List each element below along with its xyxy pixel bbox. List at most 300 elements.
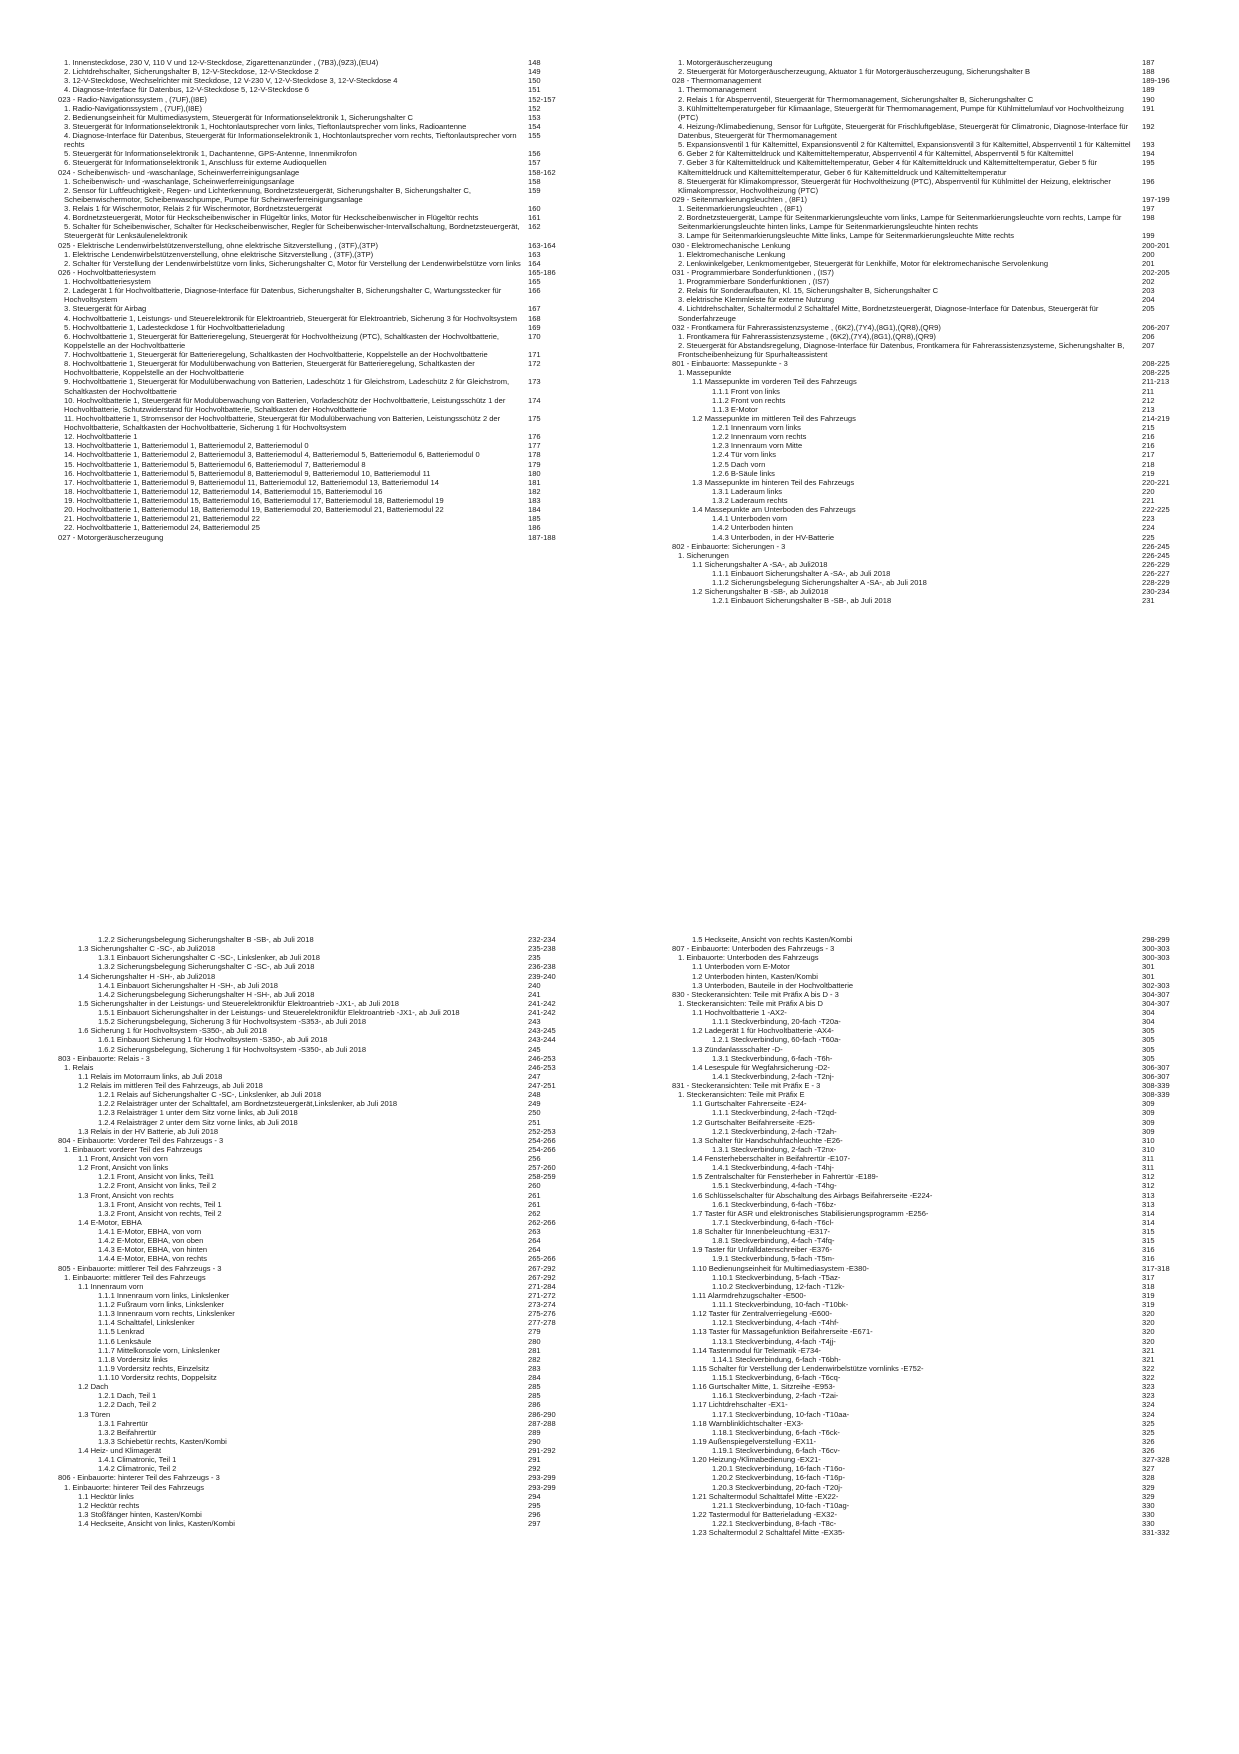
toc-entry-page: 150 (528, 76, 541, 86)
toc-entry-page: 208-225 (1142, 368, 1170, 378)
toc-entry (58, 1017, 593, 1026)
toc-entry-title: 1.1 Innenraum vorn (78, 1281, 144, 1291)
toc-entry (58, 1318, 593, 1327)
toc-entry (672, 1236, 1207, 1245)
toc-entry (672, 1108, 1207, 1117)
toc-entry (58, 1218, 593, 1227)
toc-entry-page: 305 (1142, 1026, 1155, 1036)
toc-list (672, 58, 1207, 606)
toc-entry-page: 267-292 (528, 1272, 556, 1282)
toc-entry-title: 803 - Einbauorte: Relais - 3 (58, 1053, 150, 1063)
toc-entry-title: 1.18 Warnblinklichtschalter -EX3- (692, 1418, 804, 1428)
toc-entry-title: 1.5 Zentralschalter für Fensterheber in Fahrertür -E189- (692, 1172, 879, 1182)
toc-entry-title: 1.9 Taster für Unfalldatenschreiber -E376- (692, 1245, 832, 1255)
toc-entry-title: 1.7.1 Steckverbindung, 6-fach -T6cl- (712, 1217, 834, 1227)
toc-entry-title: 807 - Einbauorte: Unterboden des Fahrzeugs - 3 (672, 944, 835, 954)
toc-entry-page: 201 (1142, 258, 1155, 268)
toc-entry (672, 432, 1207, 441)
toc-entry-page: 226-245 (1142, 541, 1170, 551)
toc-entry-title: 15. Hochvoltbatterie 1, Batteriemodul 5, Batteriemodul 6, Batteriemodul 7, Batteriemodul 8 (64, 459, 366, 469)
toc-entry-page: 193 (1142, 140, 1155, 150)
toc-entry (672, 962, 1207, 971)
toc-entry-page: 324 (1142, 1400, 1155, 1410)
toc-entry-title: 1.3 Schalter für Handschuhfachleuchte -E26- (692, 1135, 843, 1145)
toc-entry-page: 289 (528, 1427, 541, 1437)
toc-entry-page: 300-303 (1142, 944, 1170, 954)
toc-entry-title: 1.3.2 Sicherungsbelegung Sicherungshalter C -SC-, ab Juli 2018 (98, 962, 315, 972)
toc-entry (58, 1054, 593, 1063)
toc-entry (58, 1327, 593, 1336)
toc-entry (672, 478, 1207, 487)
toc-entry-title: 1.23 Schaltermodul 2 Schalttafel Mitte -EX35- (692, 1528, 845, 1538)
toc-entry (672, 1035, 1207, 1044)
toc-entry (58, 478, 593, 487)
toc-entry-page: 226-227 (1142, 569, 1170, 578)
toc-entry (672, 514, 1207, 523)
toc-entry-title: 801 - Einbauorte: Massepunkte - 3 (672, 359, 788, 369)
toc-entry-page: 155 (528, 131, 541, 140)
toc-entry-page: 323 (1142, 1391, 1155, 1401)
toc-entry-title: 1.21.1 Steckverbindung, 10-fach -T10ag- (712, 1500, 850, 1510)
toc-entry-page: 308-339 (1142, 1090, 1170, 1100)
toc-entry-page: 194 (1142, 149, 1155, 159)
toc-entry (672, 231, 1207, 240)
toc-entry (58, 177, 593, 186)
toc-entry (58, 1300, 593, 1309)
toc-entry-page: 196 (1142, 176, 1155, 186)
toc-entry-title: 1.11 Alarmdrehzugschalter -E500- (692, 1290, 806, 1300)
toc-entry-page: 178 (528, 450, 541, 460)
toc-entry-page: 152-157 (528, 94, 556, 104)
toc-entry (672, 523, 1207, 532)
toc-entry (672, 551, 1207, 560)
toc-entry-page: 162 (528, 222, 541, 232)
toc-entry-page: 257-260 (528, 1163, 556, 1173)
toc-entry-title: 5. Schalter für Scheibenwischer, Schalter für Heckscheibenwischer, Regler für Scheibenwischer-Intervallschaltung, Bordnetzsteuergerät, Steuergerät für Lenksäulenelektronik (64, 222, 520, 241)
toc-entry-title: 1.3 Türen (78, 1409, 111, 1419)
toc-entry-page: 309 (1142, 1099, 1155, 1109)
toc-entry-page: 168 (528, 313, 541, 323)
toc-entry (672, 1045, 1207, 1054)
toc-entry (58, 1035, 593, 1044)
toc-entry-title: 5. Expansionsventil 1 für Kältemittel, Expansionsventil 2 für Kältemittel, Expansionsventil 3 für Kältemittel, Absperrventil 1 für Kältemittel (678, 140, 1131, 150)
toc-entry-title: 1. Steckeransichten: Teile mit Präfix A bis D (678, 998, 823, 1008)
toc-entry (672, 1063, 1207, 1072)
toc-entry-title: 1.3.1 Laderaum links (712, 486, 783, 496)
toc-entry-title: 1.4 Massepunkte am Unterboden des Fahrzeugs (692, 505, 856, 515)
toc-entry-title: 1.4.2 E-Motor, EBHA, von oben (98, 1236, 204, 1246)
toc-entry-title: 4. Heizung-/Klimabedienung, Sensor für Luftgüte, Steuergerät für Frischluftgebläse, Steuergerät für Climatronic, Diagnose-Interface für Datenbus, Steuergerät für Thermomanagement (678, 121, 1129, 140)
toc-entry-title: 1. Relais (64, 1062, 94, 1072)
toc-entry-page: 164 (528, 258, 541, 268)
toc-entry-title: 8. Steuergerät für Klimakompressor, Steuergerät für Hochvoltheizung (PTC), Absperrventil für Kühlmittel der Heizung, elektrischer Klimakompressor, Hochvoltheizung (PTC) (678, 176, 1111, 195)
toc-entry (672, 1154, 1207, 1163)
toc-entry-page: 314 (1142, 1208, 1155, 1218)
toc-entry-title: 1.15 Schalter für Verstellung der Lendenwirbelstütze vornlinks -E752- (692, 1363, 924, 1373)
toc-entry-title: 030 - Elektromechanische Lenkung (672, 240, 791, 250)
toc-block-top-left (58, 58, 593, 828)
toc-entry-page: 252-253 (528, 1126, 556, 1136)
toc-entry (672, 1492, 1207, 1501)
toc-entry-title: 804 - Einbauorte: Vorderer Teil des Fahrzeugs - 3 (58, 1135, 224, 1145)
toc-entry-title: 3. Kühlmitteltemperaturgeber für Klimaanlage, Steuergerät für Thermomanagement, Pumpe für Kühlmittelumlauf vor Hochvoltheizung (PTC) (678, 103, 1124, 122)
toc-entry-title: 1.1.2 Fußraum vorn links, Linkslenker (98, 1300, 224, 1309)
toc-entry-title: 1.1.1 Steckverbindung, 20-fach -T20a- (712, 1017, 841, 1027)
toc-entry (58, 1483, 593, 1492)
toc-entry-title: 2. Ladegerät 1 für Hochvoltbatterie, Diagnose-Interface für Datenbus, Sicherungshalter B, Sicherungshalter C, Wartungsstecker für Hochvoltsystem (64, 286, 502, 305)
toc-entry-title: 20. Hochvoltbatterie 1, Batteriemodul 18, Batteriemodul 19, Batteriemodul 20, Batteriemodul 21, Batteriemodul 22 (64, 505, 444, 515)
toc-entry-page: 318 (1142, 1281, 1155, 1291)
toc-entry-page: 158-162 (528, 167, 556, 177)
toc-entry-title: 1.1.3 E-Motor (712, 404, 758, 414)
toc-entry-page: 319 (1142, 1290, 1155, 1300)
toc-entry-page: 161 (528, 213, 541, 223)
toc-entry-page: 165-186 (528, 267, 556, 277)
toc-entry-title: 21. Hochvoltbatterie 1, Batteriemodul 21, Batteriemodul 22 (64, 514, 260, 524)
toc-entry-title: 806 - Einbauorte: hinterer Teil des Fahrzeugs - 3 (58, 1473, 220, 1483)
toc-entry-title: 1.10.1 Steckverbindung, 5-fach -T5az- (712, 1272, 841, 1282)
toc-entry-title: 024 - Scheibenwisch- und -waschanlage, Scheinwerferreinigungsanlage (58, 167, 300, 177)
toc-entry (58, 314, 593, 323)
toc-entry (58, 450, 593, 459)
toc-entry-title: 1.3.1 Front, Ansicht von rechts, Teil 1 (98, 1199, 222, 1209)
toc-entry-title: 1.1.8 Vordersitz links (98, 1354, 168, 1364)
toc-entry-page: 248 (528, 1090, 541, 1100)
toc-entry-page: 159 (528, 185, 541, 195)
toc-entry (672, 277, 1207, 286)
toc-entry (672, 423, 1207, 432)
toc-entry-title: 1.1.9 Vordersitz rechts, Einzelsitz (98, 1363, 210, 1373)
toc-entry-title: 1.2.1 Relais auf Sicherungshalter C -SC-, Linkslenker, ab Juli 2018 (98, 1090, 322, 1100)
toc-entry-page: 320 (1142, 1318, 1155, 1328)
toc-entry-title: 1.3 Stoßfänger hinten, Kasten/Kombi (78, 1509, 202, 1519)
toc-entry (58, 1072, 593, 1081)
toc-entry (58, 76, 593, 85)
toc-entry-page: 189-196 (1142, 76, 1170, 86)
toc-entry (672, 450, 1207, 459)
toc-entry (58, 469, 593, 478)
toc-entry-title: 1.4 Heckseite, Ansicht von links, Kasten/Kombi (78, 1519, 235, 1528)
toc-entry (58, 1373, 593, 1382)
toc-entry-title: 3. 12-V-Steckdose, Wechselrichter mit Steckdose, 12 V-230 V, 12-V-Steckdose 3, 12-V-Steckdose 4 (64, 76, 398, 86)
toc-entry-page: 264 (528, 1236, 541, 1246)
toc-entry-page: 154 (528, 121, 541, 131)
toc-entry-title: 1.19 Außenspiegelverstellung -EX11- (692, 1436, 817, 1446)
toc-entry-title: 1. Einbauorte: mittlerer Teil des Fahrzeugs (64, 1272, 206, 1282)
toc-entry-page: 214-219 (1142, 413, 1170, 423)
toc-entry (58, 533, 593, 542)
toc-entry-title: 1.3.2 Front, Ansicht von rechts, Teil 2 (98, 1208, 222, 1218)
toc-entry-page: 316 (1142, 1245, 1155, 1255)
toc-entry-title: 1.4 Sicherungshalter H -SH-, ab Juli2018 (78, 971, 216, 981)
toc-entry-page: 287-288 (528, 1418, 556, 1428)
toc-entry (58, 1501, 593, 1510)
toc-entry-page: 273-274 (528, 1300, 556, 1309)
toc-entry-page: 211-213 (1142, 377, 1170, 387)
toc-entry (672, 1364, 1207, 1373)
toc-entry-title: 1.6.1 Steckverbindung, 6-fach -T6bz- (712, 1199, 837, 1209)
toc-entry (672, 368, 1207, 377)
toc-entry (672, 377, 1207, 386)
toc-entry-title: 1.2.2 Dach, Teil 2 (98, 1400, 157, 1410)
toc-entry-title: 1.1 Sicherungshalter A -SA-, ab Juli2018 (692, 559, 828, 569)
toc-entry-page: 320 (1142, 1336, 1155, 1346)
toc-entry (58, 250, 593, 259)
toc-entry-title: 1.2 Massepunkte im mittleren Teil des Fahrzeugs (692, 413, 856, 423)
toc-entry-page: 158 (528, 176, 541, 186)
toc-entry (672, 95, 1207, 104)
toc-entry (58, 1364, 593, 1373)
toc-entry-page: 331-332 (1142, 1528, 1170, 1538)
toc-entry-page: 315 (1142, 1236, 1155, 1246)
toc-entry (58, 323, 593, 332)
toc-entry-title: 1.4.1 E-Motor, EBHA, von vorn (98, 1227, 202, 1236)
toc-entry (58, 1355, 593, 1364)
toc-entry-page: 304-307 (1142, 989, 1170, 999)
toc-entry-title: 3. Steuergerät für Airbag (64, 304, 147, 314)
toc-entry-page: 200 (1142, 249, 1155, 259)
toc-entry (672, 1382, 1207, 1391)
toc-entry-title: 1.1.1 Front von links (712, 386, 780, 396)
toc-entry (58, 523, 593, 532)
toc-entry-title: 1.8.1 Steckverbindung, 4-fach -T4fq- (712, 1236, 835, 1246)
toc-entry (672, 204, 1207, 213)
toc-entry-title: 22. Hochvoltbatterie 1, Batteriemodul 24, Batteriemodul 25 (64, 523, 260, 533)
toc-entry (672, 76, 1207, 85)
toc-entry (672, 1501, 1207, 1510)
toc-entry (672, 1172, 1207, 1181)
toc-entry (58, 149, 593, 158)
toc-entry-title: 1. Scheibenwisch- und -waschanlage, Scheinwerferreinigungsanlage (64, 176, 295, 186)
toc-entry (672, 158, 1207, 176)
toc-entry-page: 262-266 (528, 1217, 556, 1227)
toc-entry-title: 1. Steckeransichten: Teile mit Präfix E (678, 1090, 805, 1100)
toc-entry-title: 1.20.1 Steckverbindung, 16-fach -T16o- (712, 1464, 845, 1474)
toc-entry-title: 1.4.3 E-Motor, EBHA, von hinten (98, 1245, 208, 1255)
toc-entry-page: 311 (1142, 1163, 1155, 1173)
toc-entry-page: 200-201 (1142, 240, 1170, 250)
toc-entry (672, 1446, 1207, 1455)
toc-entry-page: 163-164 (528, 240, 556, 250)
toc-entry-title: 1.4.2 Unterboden hinten (712, 523, 793, 533)
toc-entry-title: 1.22.1 Steckverbindung, 8-fach -T8c- (712, 1519, 837, 1528)
toc-entry-page: 283 (528, 1363, 541, 1373)
toc-entry-title: 1.2.1 Dach, Teil 1 (98, 1391, 157, 1401)
toc-entry-page: 329 (1142, 1491, 1155, 1501)
toc-entry (672, 122, 1207, 140)
toc-entry-page: 296 (528, 1509, 541, 1519)
toc-entry-title: 1.4 E-Motor, EBHA (78, 1217, 142, 1227)
toc-entry (58, 1154, 593, 1163)
toc-entry (58, 1209, 593, 1218)
toc-entry-title: 1.13.1 Steckverbindung, 4-fach -T4jj- (712, 1336, 836, 1346)
toc-entry (58, 350, 593, 359)
toc-entry-page: 163 (528, 249, 541, 259)
toc-entry (58, 460, 593, 469)
toc-entry-title: 1.6.1 Einbauort Sicherung 1 für Hochvoltsystem -S350-, ab Juli 2018 (98, 1035, 328, 1045)
toc-entry (58, 1118, 593, 1127)
toc-entry (672, 332, 1207, 341)
toc-entry-title: 1.1.7 Mittelkonsole vorn, Linkslenker (98, 1345, 221, 1355)
toc-entry (672, 1346, 1207, 1355)
toc-entry-page: 251 (528, 1117, 541, 1127)
toc-entry (58, 1145, 593, 1154)
toc-entry (58, 1437, 593, 1446)
toc-entry (672, 268, 1207, 277)
toc-entry (672, 1300, 1207, 1309)
toc-entry (58, 962, 593, 971)
toc-entry (58, 204, 593, 213)
toc-entry-page: 271-284 (528, 1281, 556, 1291)
toc-block-top-right (672, 58, 1207, 828)
toc-entry-title: 1.8 Schalter für Innenbeleuchtung -E317- (692, 1227, 831, 1236)
toc-entry-page: 321 (1142, 1354, 1155, 1364)
toc-entry-title: 1. Thermomanagement (678, 85, 757, 95)
toc-entry-page: 326 (1142, 1446, 1155, 1455)
toc-entry (672, 460, 1207, 469)
toc-entry-title: 1.21 Schaltermodul Schalttafel Mitte -EX22- (692, 1491, 839, 1501)
toc-entry (672, 250, 1207, 259)
toc-entry-page: 149 (528, 67, 541, 77)
toc-entry (672, 195, 1207, 204)
toc-entry (672, 1090, 1207, 1099)
toc-entry (58, 1510, 593, 1519)
toc-entry-title: 1.2 Ladegerät 1 für Hochvoltbatterie -AX4- (692, 1026, 834, 1036)
toc-entry-page: 218 (1142, 459, 1155, 469)
toc-entry (672, 1136, 1207, 1145)
toc-list (58, 58, 593, 542)
toc-entry-page: 197 (1142, 204, 1155, 213)
toc-entry-title: 805 - Einbauorte: mittlerer Teil des Fahrzeugs - 3 (58, 1263, 222, 1273)
toc-entry-page: 239-240 (528, 971, 556, 981)
toc-entry-page: 330 (1142, 1519, 1155, 1528)
toc-entry-page: 258-259 (528, 1172, 556, 1182)
toc-entry-page: 330 (1142, 1500, 1155, 1510)
toc-entry-page: 202-205 (1142, 267, 1170, 277)
toc-entry-page: 216 (1142, 432, 1155, 442)
toc-entry (58, 1273, 593, 1282)
toc-entry-title: 1. Seitenmarkierungsleuchten , (8F1) (678, 204, 803, 213)
toc-entry (672, 1391, 1207, 1400)
toc-entry (58, 1245, 593, 1254)
toc-entry (672, 104, 1207, 122)
toc-entry-title: 1.1 Massepunkte im vorderen Teil des Fahrzeugs (692, 377, 857, 387)
toc-entry-page: 203 (1142, 286, 1155, 296)
toc-entry (672, 1254, 1207, 1263)
toc-entry-title: 025 - Elektrische Lendenwirbelstützenverstellung, ohne elektrische Sitzverstellung , (3TF),(3TP) (58, 240, 379, 250)
toc-entry-page: 172 (528, 359, 541, 369)
toc-entry-title: 1.2.4 Tür vorn links (712, 450, 777, 460)
toc-entry-title: 8. Hochvoltbatterie 1, Steuergerät für Modulüberwachung von Batterien, Steuergerät für Batterieregelung, Schaltkasten der Hochvoltbatterie, Koppelstelle an der Hochvoltbatterie (64, 359, 475, 378)
toc-entry-page: 175 (528, 413, 541, 423)
toc-entry (672, 496, 1207, 505)
toc-entry-title: 10. Hochvoltbatterie 1, Steuergerät für Modulüberwachung von Batterien, Vorladeschütz der Hochvoltbatterie, Leistungsschütz 1 der Hochvoltbatterie, Schutzwiderstand für Hochvoltbatterie, Schaltkasten der Hochvoltbatterie (64, 395, 506, 414)
toc-entry (58, 1026, 593, 1035)
toc-entry-title: 5. Hochvoltbatterie 1, Ladesteckdose 1 für Hochvoltbatterieladung (64, 322, 285, 332)
toc-entry-page: 315 (1142, 1227, 1155, 1236)
toc-entry (58, 1492, 593, 1501)
toc-entry-title: 1.19.1 Steckverbindung, 6-fach -T6cv- (712, 1446, 840, 1455)
toc-entry-title: 2. Schalter für Verstellung der Lendenwirbelstütze vorn links, Sicherungshalter C, Motor für Verstellung der Lendenwirbelstütze vorn links (64, 258, 521, 268)
toc-entry (58, 441, 593, 450)
toc-entry-title: 18. Hochvoltbatterie 1, Batteriemodul 12, Batteriemodul 14, Batteriemodul 15, Batteriemodul 16 (64, 486, 383, 496)
toc-entry-page: 235 (528, 953, 541, 963)
toc-entry-page: 330 (1142, 1509, 1155, 1519)
toc-entry-title: 1.14 Tastenmodul für Telematik -E734- (692, 1345, 821, 1355)
toc-entry-page: 261 (528, 1199, 541, 1209)
toc-entry (58, 1200, 593, 1209)
toc-entry-page: 221 (1142, 496, 1155, 505)
toc-entry-page: 317 (1142, 1272, 1155, 1282)
toc-entry-title: 1.3.2 Beifahrertür (98, 1427, 157, 1437)
toc-entry-page: 291 (528, 1455, 541, 1465)
toc-entry (58, 999, 593, 1008)
toc-entry-page: 314 (1142, 1217, 1155, 1227)
toc-entry-page: 286-290 (528, 1409, 556, 1419)
toc-entry-title: 1.1.1 Innenraum vorn links, Linkslenker (98, 1290, 230, 1300)
toc-entry-page: 245 (528, 1044, 541, 1054)
toc-entry-page: 181 (528, 477, 541, 487)
toc-entry (672, 1410, 1207, 1419)
toc-entry (58, 359, 593, 377)
toc-entry-page: 301 (1142, 971, 1155, 981)
toc-entry (672, 1218, 1207, 1227)
toc-entry-page: 254-266 (528, 1144, 556, 1154)
toc-entry (58, 1264, 593, 1273)
toc-entry-page: 327-328 (1142, 1455, 1170, 1465)
toc-entry-page: 297 (528, 1519, 541, 1528)
toc-entry-title: 1.2.3 Relaisträger 1 unter dem Sitz vorne links, ab Juli 2018 (98, 1108, 298, 1118)
toc-entry-title: 1. Innensteckdose, 230 V, 110 V und 12-V-Steckdose, Zigarettenanzünder , (7B3),(9Z3),(EU4) (64, 58, 379, 67)
toc-entry-title: 1.4.1 Steckverbindung, 2-fach -T2nj- (712, 1071, 835, 1081)
toc-entry-page: 284 (528, 1373, 541, 1382)
toc-entry-page: 241 (528, 989, 541, 999)
toc-entry-title: 1.2.2 Sicherungsbelegung Sicherungshalter B -SB-, ab Juli 2018 (98, 935, 314, 944)
toc-entry-title: 4. Diagnose-Interface für Datenbus, 12-V-Steckdose 5, 12-V-Steckdose 6 (64, 85, 309, 95)
toc-entry-page: 261 (528, 1190, 541, 1200)
toc-entry (58, 122, 593, 131)
toc-entry-title: 1.9.1 Steckverbindung, 5-fach -T5m- (712, 1254, 835, 1264)
toc-entry-page: 293-299 (528, 1482, 556, 1492)
toc-entry-page: 192 (1142, 121, 1155, 131)
toc-entry (672, 1437, 1207, 1446)
toc-entry-title: 7. Hochvoltbatterie 1, Steuergerät für Batterieregelung, Schaltkasten der Hochvoltbatterie, Koppelstelle an der Hochvoltbatterie (64, 350, 488, 359)
toc-entry-page: 305 (1142, 1035, 1155, 1045)
toc-entry-page: 286 (528, 1400, 541, 1410)
toc-entry (672, 323, 1207, 332)
toc-entry (672, 1264, 1207, 1273)
toc-entry-title: 802 - Einbauorte: Sicherungen - 3 (672, 541, 786, 551)
toc-entry (672, 533, 1207, 542)
toc-entry-title: 2. Relais 1 für Absperrventil, Steuergerät für Thermomanagement, Sicherungshalter B, Sicherungshalter C (678, 94, 1034, 104)
toc-entry (672, 1510, 1207, 1519)
toc-entry-title: 6. Geber 2 für Kältemitteldruck und Kältemitteltemperatur, Absperrventil 4 für Kältemittel, Absperrventil 5 für Kältemittel (678, 149, 1074, 159)
toc-entry-title: 1.12.1 Steckverbindung, 4-fach -T4hf- (712, 1318, 839, 1328)
toc-entry-page: 246-253 (528, 1062, 556, 1072)
toc-entry-title: 14. Hochvoltbatterie 1, Batteriemodul 2, Batteriemodul 3, Batteriemodul 4, Batteriemodul 5, Batteriemodul 6, Batteriemodul 0 (64, 450, 480, 460)
toc-entry-title: 1. Elektrische Lendenwirbelstützenverstellung, ohne elektrische Sitzverstellung , (3TF),(3TP) (64, 249, 374, 259)
toc-entry (58, 1045, 593, 1054)
toc-entry-page: 322 (1142, 1363, 1155, 1373)
toc-entry (58, 1419, 593, 1428)
toc-entry (58, 186, 593, 204)
toc-entry-title: 1.1.6 Lenksäule (98, 1336, 152, 1346)
toc-entry-title: 1.16.1 Steckverbindung, 2-fach -T2ai- (712, 1391, 839, 1401)
toc-entry (672, 596, 1207, 605)
toc-entry-page: 293-299 (528, 1473, 556, 1483)
toc-entry-title: 1.1.2 Sicherungsbelegung Sicherungshalter A -SA-, ab Juli 2018 (712, 578, 927, 588)
toc-entry-title: 9. Hochvoltbatterie 1, Steuergerät für Modulüberwachung von Batterien, Ladeschütz 1 für Gleichstrom, Ladeschütz 2 für Gleichstrom, Schaltkasten der Hochvoltbatterie (64, 377, 510, 396)
